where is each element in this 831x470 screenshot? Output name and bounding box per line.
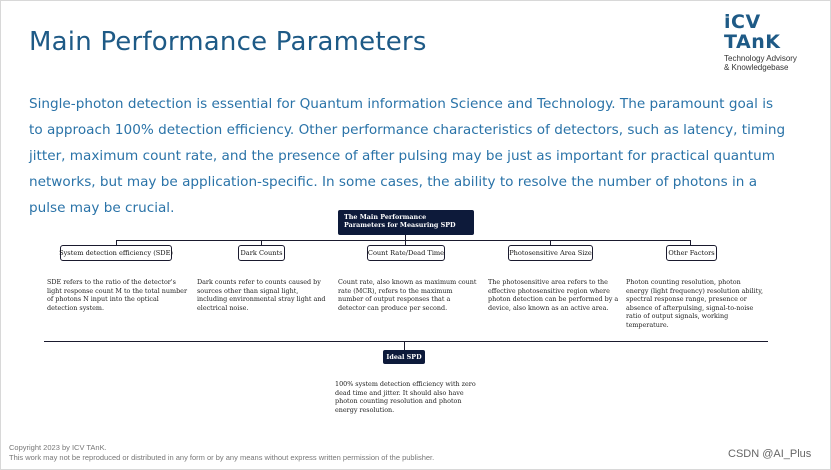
node-dark-counts: Dark Counts bbox=[238, 245, 285, 261]
desc-photosensitive-area: The photosensitive area refers to the effective photosensitive region where photon detection can be performed by a device, also known as an active area. bbox=[488, 278, 619, 312]
ideal-spd-desc: 100% system detection efficiency with zero dead time and jitter. It should also have photon counting resolution and photon energy resolution. bbox=[335, 380, 476, 414]
node-count-rate: Count Rate/Dead Time bbox=[367, 245, 445, 261]
desc-sde: SDE refers to the ratio of the detector's light response count M to the total number of photons N input into the optical detection system. bbox=[47, 278, 188, 312]
branch-bar bbox=[116, 240, 690, 241]
watermark: CSDN @AI_Plus bbox=[728, 448, 812, 460]
desc-count-rate: Count rate, also known as maximum count rate (MCR), refers to the maximum number of output responses that a detector can produce per second. bbox=[338, 278, 477, 312]
desc-dark-counts: Dark counts refer to counts caused by sources other than signal light, including environmental stray light and electrical noise. bbox=[197, 278, 326, 312]
node-photosensitive-area: Photosensitive Area Size bbox=[508, 245, 593, 261]
node-other-factors: Other Factors bbox=[666, 245, 717, 261]
footer-line-2: This work may not be reproduced or distributed in any form or by any means without express written permission of the publisher. bbox=[9, 453, 435, 462]
logo-text: iCV TAnK bbox=[724, 11, 781, 53]
footer-line-1: Copyright 2023 by ICV TAnK. bbox=[9, 443, 107, 452]
logo-subtitle-2: & Knowledgebase bbox=[724, 63, 789, 72]
ideal-spd-node: Ideal SPD bbox=[383, 350, 425, 364]
intro-paragraph: Single-photon detection is essential for Quantum information Science and Technology. The paramount goal is to approach 100% detection efficiency. Other performance characteristics of detectors, such as latency, timing jitter, maximum count rate, and the presence of after pulsing may be just as important for practical quantum networks, but may be application-specific. In some cases, the ability to resolve the number of photons in a pulse may be crucial. bbox=[29, 96, 786, 216]
node-sde: System detection efficiency (SDE) bbox=[60, 245, 172, 261]
logo-subtitle-1: Technology Advisory bbox=[724, 54, 797, 63]
ideal-connector bbox=[404, 341, 405, 350]
footer-copyright bbox=[9, 443, 434, 463]
logo bbox=[724, 12, 824, 72]
divider-line bbox=[44, 341, 768, 342]
diagram-root-node: The Main Performance Parameters for Measuring SPD bbox=[338, 210, 474, 235]
desc-other-factors: Photon counting resolution, photon energy (light frequency) resolution ability, spectral response range, presence or absence of afterpulsing, signal-to-noise ratio of output signals, working temperature. bbox=[626, 278, 763, 329]
page-title: Main Performance Parameters bbox=[29, 27, 427, 57]
